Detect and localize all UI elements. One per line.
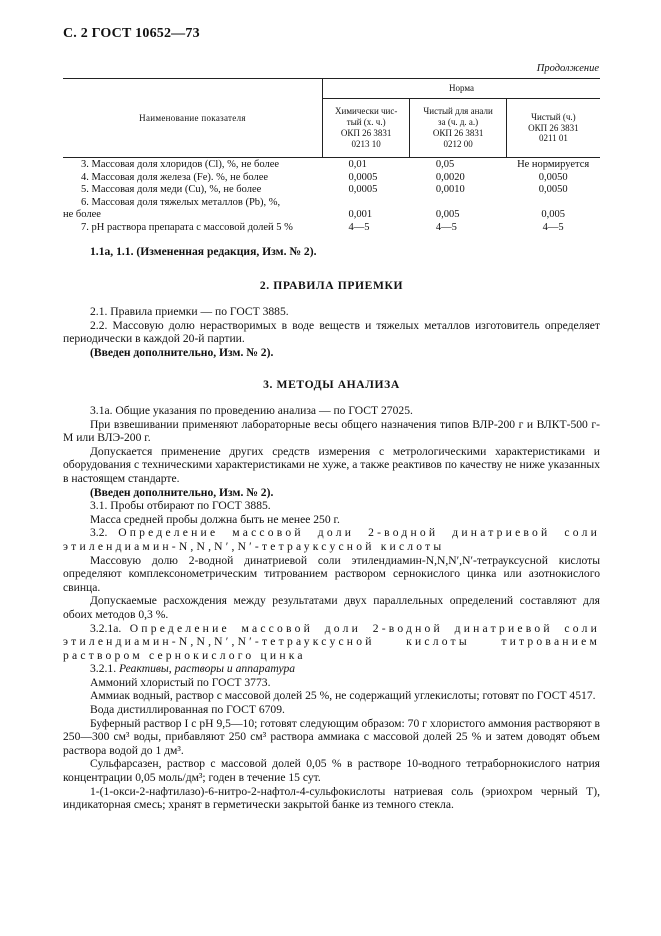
- table-row: 7. pH раствора препарата с массовой долей 5 % 4—5 4—5 4—5: [81, 221, 564, 233]
- table-row: 5. Массовая доля меди (Cu), %, не более 0,0005 0,0010 0,0050: [81, 184, 568, 195]
- section-3-title: 3. МЕТОДЫ АНАЛИЗА: [263, 378, 400, 391]
- table-row: 4. Массовая доля железа (Fe). %, не более 0,0005 0,0020 0,0050: [81, 171, 568, 183]
- table-row: 6. Массовая доля тяжелых металлов (Pb), %, не более 0,001 0,005 0,005: [63, 196, 565, 220]
- section-3-body: 3.1а. Общие указания по проведению анализа — по ГОСТ 27025. При взвешивании применяют лабораторные весы общего назначения типов ВЛР-200 г и ВЛКТ-500 г-М или ВЛЭ-200 г. Допускается применение других средств измерения с метрологическими характеристиками и оборудования с техническими характеристиками не хуже, а также реактивов по качеству не ниже указанных в настоящем стандарте. (Введен дополнительно, Изм. № 2). 3.1. Пробы отбирают по ГОСТ 3885. Масса средней пробы должна быть не менее 250 г. 3.2. Определение массовой доли 2-водной динатриевой соли этилендиамин-N,N,N′,N′-тетрауксусной кислоты Массовую долю 2-водной динатриевой соли этилендиамин-N,N,N′,N′-тетрауксусной кислоты определяют комплексонометрическим титрованием раствором сернокислого цинка или азотнокислого свинца. Допускаемые расхождения между результатами двух параллельных определений составляют для обоих методов 0,3 %. 3.2.1а. Определение массовой доли 2-водной динатриевой соли этилендиамин-N,N,N′,N′-тетрауксусной кислоты титрованием раствором сернокислого цинка 3.2.1. Реактивы, растворы и аппаратура Аммоний хлористый по ГОСТ 3773. Аммиак водный, раствор с массовой долей 25 %, не содержащий углекислоты; готовят по ГОСТ 4517. Вода дистиллированная по ГОСТ 6709. Буферный раствор I с pH 9,5—10; готовят следующим образом: 70 г хлористого аммония растворяют в 250—300 см³ воды, прибавляют 250 см³ раствора аммиака с массовой долей 25 % и затем доводят объем раствора водой до 1 дм³. Сульфарсазен, раствор с массовой долей 0,05 % в растворе 10-водного тетраборнокислого натрия концентрации 0,05 моль/дм³; годен в течение 15 сут. 1-(1-окси-2-нафтилазо)-6-нитро-2-нафтол-4-сульфокислоты натриевая соль (эриохром черный Т), индикаторная смесь; хранят в герметически закрытой банке из темного стекла.: [63, 404, 600, 812]
- table-row: 3. Массовая доля хлоридов (Cl), %, не более 0,01 0,05 Не нормируется: [81, 159, 590, 170]
- table-header-name: Наименование показателя: [63, 79, 323, 158]
- table-header-norm: Норма: [323, 79, 601, 99]
- continuation-label: Продолжение: [536, 63, 599, 74]
- section-2-title: 2. ПРАВИЛА ПРИЕМКИ: [259, 279, 404, 292]
- table-header-col1: Химически чис- тый (х. ч.) ОКП 26 3831 0213 10: [323, 99, 410, 158]
- table-header-col3: Чистый (ч.) ОКП 26 3831 0211 01: [506, 99, 600, 158]
- section-2-body: 2.1. Правила приемки — по ГОСТ 3885. 2.2. Массовую долю нерастворимых в воде веществ и тяжелых металлов изготовитель определяет периодически в каждой 20-й партии. (Введен дополнительно, Изм. № 2).: [63, 305, 600, 359]
- amendment-note: 1.1а, 1.1. (Измененная редакция, Изм. № 2).: [90, 245, 317, 258]
- table-header-col2: Чистый для анали за (ч. д. а.) ОКП 26 3831 0212 00: [410, 99, 506, 158]
- norms-table: [63, 78, 600, 234]
- page-header: С. 2 ГОСТ 10652—73: [63, 26, 200, 41]
